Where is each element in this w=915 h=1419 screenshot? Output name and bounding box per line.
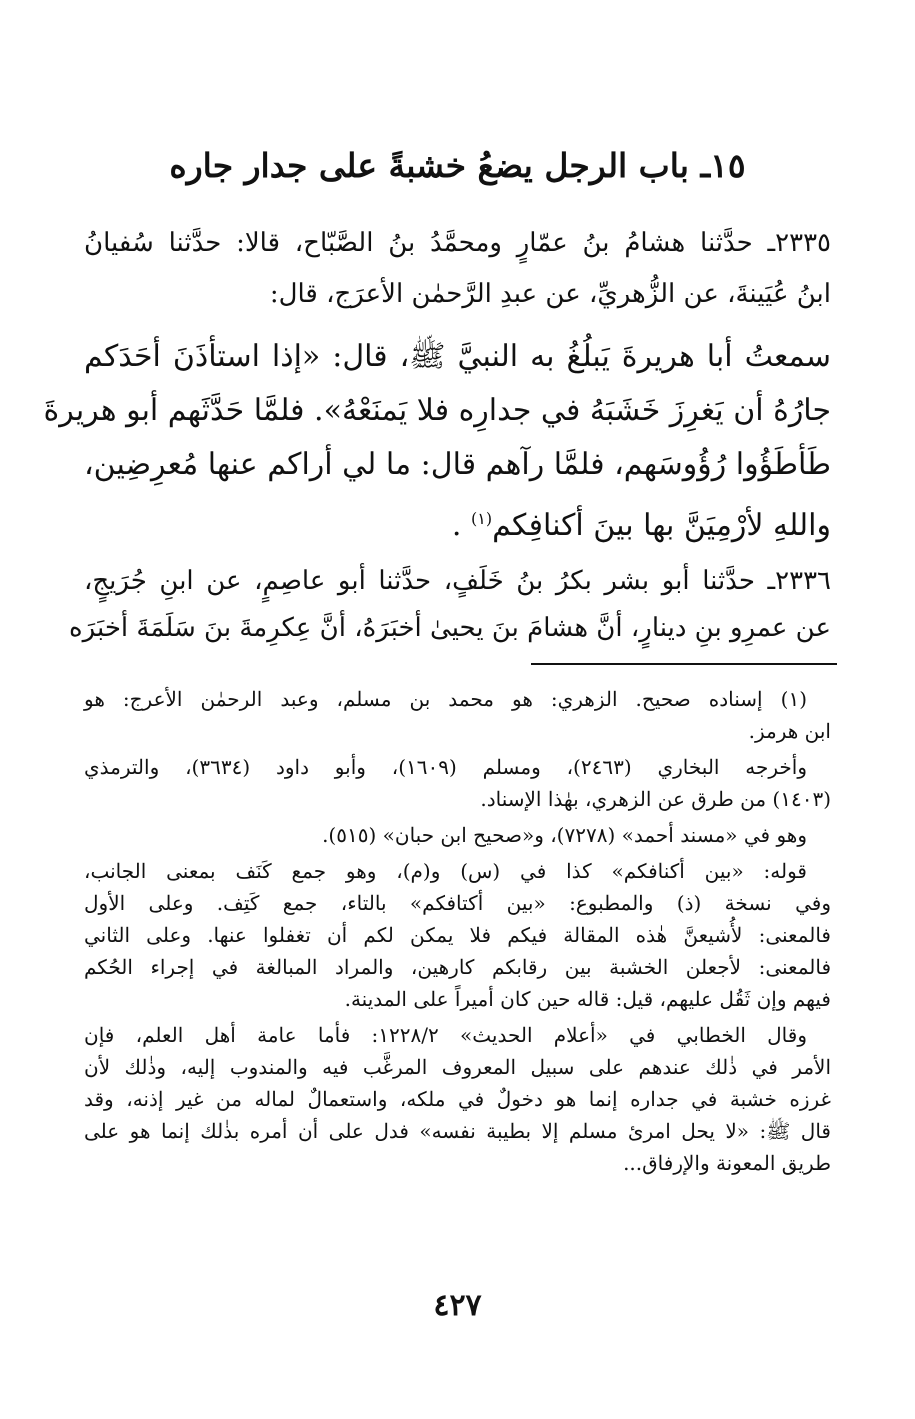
text-line: فالمعنى: لأُشيعنَّ هٰذه المقالة فيكم فلا يمكن لكم أن تغفلوا عنها. وعلى الثاني (84, 923, 831, 947)
chapter-title: ١٥ـ باب الرجل يضعُ خشبةً على جدار جاره (169, 146, 746, 185)
text-line: قال ﷺ: «لا يحل امرئ مسلم إلا بطيبة نفسه» فدل على أن أمره بذٰلك إنما هو على (84, 1119, 831, 1143)
footnote-paragraph (84, 1019, 831, 1179)
text-segment: واللهِ لأرْمِيَنَّ بها بينَ أكنافِكم (492, 508, 831, 543)
text-line: فيهم وإن ثَقُل عليهم، قيل: قاله حين كان أميراً على المدينة. (344, 987, 831, 1011)
text-line: (١٤٠٣) من طرق عن الزهري، بهٰذا الإسناد. (480, 787, 831, 811)
footnote-marker[interactable]: (١) (470, 509, 493, 528)
footnote-paragraph (84, 855, 831, 1015)
footnote-paragraph (84, 819, 831, 851)
footnote-paragraph (84, 751, 831, 815)
text-line: (١) إسناده صحيح. الزهري: هو محمد بن مسلم، وعبد الرحمٰن الأعرج: هو (84, 687, 807, 711)
footnote-paragraph (84, 683, 831, 747)
text-line: طَأطَؤُوا رُؤُوسَهم، فلمَّا رآهم قال: ما لي أراكم عنها مُعرِضِين، (84, 447, 831, 482)
hadith-2335-isnad (84, 218, 831, 320)
hadith-2335-matn (43, 330, 831, 553)
text-line: ٢٣٣٥ـ حدَّثنا هشامُ بنُ عمّارٍ ومحمَّدُ بنُ الصَّبّاح، قالا: حدَّثنا سُفيانُ (84, 228, 831, 258)
text-line: ٢٣٣٦ـ حدَّثنا أبو بشر بكرُ بنُ خَلَفٍ، حدَّثنا أبو عاصِمٍ، عن ابنِ جُرَيجٍ، (84, 566, 831, 596)
footnotes-section (84, 683, 831, 1183)
text-line: فالمعنى: لأجعلن الخشبة بين رقابكم كارهين، والمراد المبالغة في إجراء الحُكم (84, 955, 832, 979)
text-line (84, 492, 831, 553)
text-line: وقال الخطابي في «أعلام الحديث» ١٢٢٨/٢: فأما عامة أهل العلم، فإن (84, 1023, 807, 1047)
text-line: غرزه خشبة في جداره إنما هو دخولٌ في ملكه، واستعمالٌ لماله من غير إذنه، وقد (84, 1087, 831, 1111)
text-line: ابن هرمز. (748, 719, 831, 743)
hadith-2336-isnad (69, 558, 831, 652)
text-line: طريق المعونة والإرفاق... (623, 1151, 831, 1175)
text-line: وهو في «مسند أحمد» (٧٢٧٨)، و«صحيح ابن حبان» (٥١٥). (322, 823, 807, 847)
footnote-divider (531, 663, 837, 665)
page-number: ٤٢٧ (433, 1288, 482, 1323)
text-line: سمعتُ أبا هريرةَ يَبلُغُ به النبيَّ ﷺ، قال: «إذا استأذَنَ أحَدَكم (84, 339, 831, 374)
text-line: جارُهُ أن يَغرِزَ خَشَبَهُ في جدارِه فلا يَمنَعْهُ». فلمَّا حَدَّثَهم أبو هريرةَ (43, 393, 831, 428)
text-line: وفي نسخة (ذ) والمطبوع: «بين أكتافكم» بالتاء، جمع كَتِف. وعلى الأول (84, 891, 832, 915)
sentence-end: . (451, 508, 462, 543)
text-line: ابنُ عُيَينةَ، عن الزُّهريِّ، عن عبدِ الرَّحمٰن الأعرَج، قال: (269, 279, 831, 309)
text-line: قوله: «بين أكنافكم» كذا في (س) و(م)، وهو جمع كَنَف بمعنى الجانب، (84, 859, 807, 883)
text-line: الأمر في ذٰلك عندهم على سبيل المعروف المرغَّب فيه والمندوب إليه، وذٰلك لأن (84, 1055, 831, 1079)
text-line: عن عمرِو بنِ دينارٍ، أنَّ هشامَ بنَ يحيىٰ أخبَرَهُ، أنَّ عِكرِمةَ بنَ سَلَمَةَ أخبَرَه (69, 613, 831, 643)
text-line: وأخرجه البخاري (٢٤٦٣)، ومسلم (١٦٠٩)، وأبو داود (٣٦٣٤)، والترمذي (84, 755, 807, 779)
